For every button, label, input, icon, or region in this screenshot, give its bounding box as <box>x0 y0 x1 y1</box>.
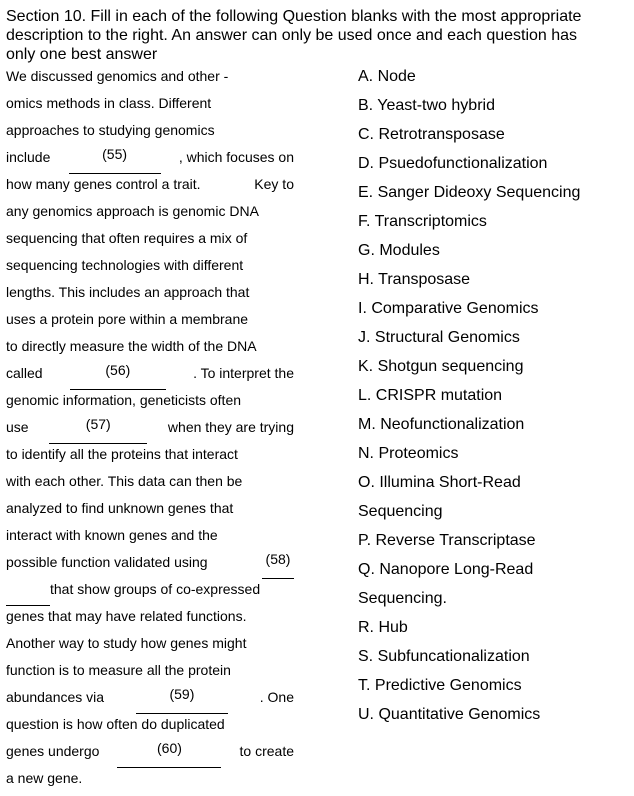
blank-56[interactable]: (56) <box>70 363 166 390</box>
option-k: K. Shotgun sequencing <box>358 358 524 375</box>
passage-text: interact with known genes and the <box>6 527 218 543</box>
passage-text: that show groups of co-expressed <box>50 581 261 597</box>
passage-text: genes that may have related functions. <box>6 608 247 624</box>
option-a: A. Node <box>358 68 416 85</box>
blank-55[interactable]: (55) <box>69 147 161 174</box>
instructions-line: only one best answer <box>6 46 158 63</box>
option-j: J. Structural Genomics <box>358 329 520 346</box>
passage-line <box>6 471 294 498</box>
passage-text: when they are trying <box>167 419 294 435</box>
passage-text: . To interpret the <box>193 365 294 381</box>
instructions-line: Section 10. Fill in each of the following Question blanks with the most appropriate <box>6 8 582 25</box>
passage-text: . One <box>259 689 294 705</box>
option-p: P. Reverse Transcriptase <box>358 532 536 549</box>
passage-text: include <box>6 149 51 165</box>
option-c: C. Retrotransposase <box>358 126 505 143</box>
passage-text: how many genes control a trait. <box>6 176 201 192</box>
passage-text: abundances via <box>6 689 105 705</box>
passage-line <box>6 228 294 255</box>
passage-text: Key to <box>254 176 294 192</box>
passage-line <box>6 552 294 579</box>
option-n: N. Proteomics <box>358 445 459 462</box>
passage-text: genomic information, geneticists often <box>6 392 242 408</box>
option-m: M. Neofunctionalization <box>358 416 525 433</box>
passage-line <box>6 606 294 633</box>
option-e: E. Sanger Dideoxy Sequencing <box>358 184 581 201</box>
blank-58-continued[interactable] <box>6 579 50 606</box>
passage-text: We discussed genomics and other - <box>6 68 229 84</box>
passage-text: lengths. This includes an approach that <box>6 284 250 300</box>
option-b: B. Yeast-two hybrid <box>358 97 495 114</box>
passage-line <box>6 174 294 201</box>
passage-line <box>6 93 294 120</box>
passage-text: genes undergo <box>6 743 100 759</box>
passage-line <box>6 147 294 174</box>
instructions-line: description to the right. An answer can only be used once and each question has <box>6 27 578 44</box>
passage-line <box>6 660 294 687</box>
passage-text: use <box>6 419 29 435</box>
passage-text: to directly measure the width of the DNA <box>6 338 257 354</box>
passage-line <box>6 363 294 390</box>
passage-text: a new gene. <box>6 770 83 786</box>
option-u: U. Quantitative Genomics <box>358 706 541 723</box>
passage-line <box>6 633 294 660</box>
passage-text: Another way to study how genes might <box>6 635 247 651</box>
option-r: R. Hub <box>358 619 408 636</box>
passage-text: uses a protein pore within a membrane <box>6 311 249 327</box>
passage-text: sequencing that often requires a mix of <box>6 230 248 246</box>
blank-57[interactable]: (57) <box>49 417 147 444</box>
passage-text: possible function validated using <box>6 554 208 570</box>
passage-text: called <box>6 365 43 381</box>
option-f: F. Transcriptomics <box>358 213 487 230</box>
answer-options <box>358 66 628 733</box>
passage-text: any genomics approach is genomic DNA <box>6 203 259 219</box>
passage-text: to create <box>239 743 294 759</box>
passage-line <box>6 741 294 768</box>
passage-line <box>6 336 294 363</box>
passage-text: approaches to studying genomics <box>6 122 215 138</box>
passage-text: with each other. This data can then be <box>6 473 243 489</box>
passage-text: sequencing technologies with different <box>6 257 244 273</box>
fill-in-passage <box>6 66 294 795</box>
passage-text: to identify all the proteins that interact <box>6 446 238 462</box>
passage-line <box>6 417 294 444</box>
blank-59[interactable]: (59) <box>136 687 228 714</box>
passage-line <box>6 768 294 795</box>
option-o-continued: Sequencing <box>358 503 443 520</box>
passage-line <box>6 309 294 336</box>
passage-text: analyzed to find unknown genes that <box>6 500 234 516</box>
option-t: T. Predictive Genomics <box>358 677 522 694</box>
passage-line <box>6 498 294 525</box>
passage-text: function is to measure all the protein <box>6 662 231 678</box>
passage-line <box>6 714 294 741</box>
option-o: O. Illumina Short-Read <box>358 474 521 491</box>
passage-text: omics methods in class. Different <box>6 95 212 111</box>
option-s: S. Subfuncationalization <box>358 648 530 665</box>
option-l: L. CRISPR mutation <box>358 387 503 404</box>
passage-text: , which focuses on <box>178 149 294 165</box>
passage-line <box>6 444 294 471</box>
passage-line <box>6 255 294 282</box>
option-q: Q. Nanopore Long-Read <box>358 561 534 578</box>
passage-text: question is how often do duplicated <box>6 716 225 732</box>
passage-line <box>6 66 294 93</box>
option-d: D. Psuedofunctionalization <box>358 155 548 172</box>
blank-60[interactable]: (60) <box>117 741 221 768</box>
passage-line <box>6 687 294 714</box>
option-h: H. Transposase <box>358 271 471 288</box>
passage-line <box>6 390 294 417</box>
passage-line <box>6 282 294 309</box>
passage-line <box>6 201 294 228</box>
option-i: I. Comparative Genomics <box>358 300 539 317</box>
passage-line <box>6 120 294 147</box>
option-q-continued: Sequencing. <box>358 590 447 607</box>
passage-line <box>6 579 294 606</box>
passage-line <box>6 525 294 552</box>
section-instructions <box>6 7 626 64</box>
option-g: G. Modules <box>358 242 440 259</box>
blank-58[interactable]: (58) <box>262 552 294 579</box>
